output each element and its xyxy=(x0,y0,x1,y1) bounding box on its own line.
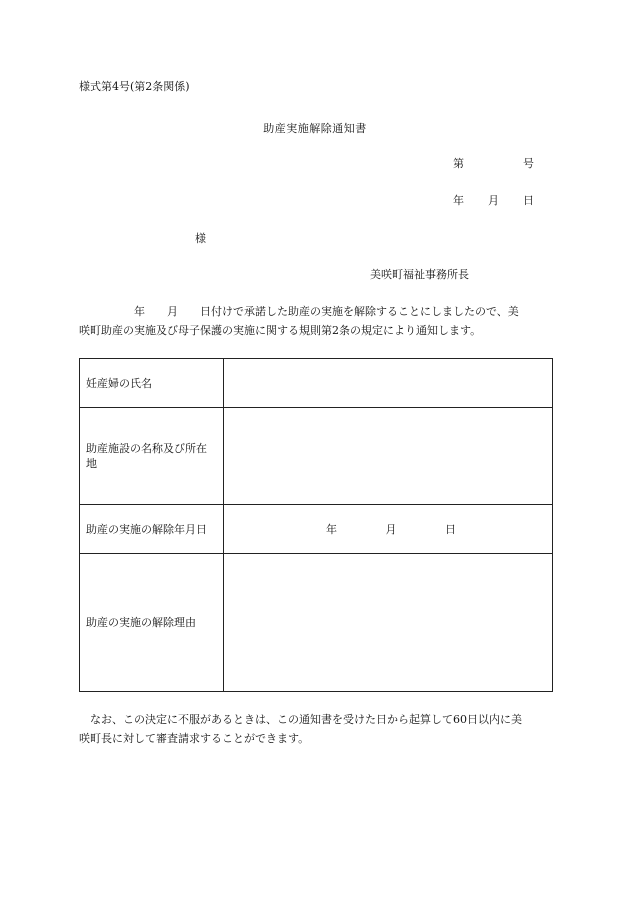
cancel-date-day: 日 xyxy=(445,522,456,536)
row-value-facility xyxy=(224,408,553,505)
row-value-cancel-date xyxy=(224,505,553,554)
form-label: 様式第4号(第2条関係) xyxy=(79,80,190,93)
footer-paragraph xyxy=(79,710,553,748)
body-paragraph xyxy=(79,302,553,340)
document-title: 助産実施解除通知書 xyxy=(263,122,367,135)
date-month-label: 月 xyxy=(488,194,499,207)
sender-name: 美咲町福祉事務所長 xyxy=(370,268,469,281)
body-line: 咲町助産の実施及び母子保護の実施に関する規則第2条の規定により通知します。 xyxy=(79,324,482,337)
cancel-date-year: 年 xyxy=(326,522,337,536)
date-year-label: 年 xyxy=(453,194,464,207)
table-row xyxy=(80,554,553,692)
row-label-name: 妊産婦の氏名 xyxy=(80,359,224,408)
row-label-reason: 助産の実施の解除理由 xyxy=(80,554,224,692)
row-label-cancel-date: 助産の実施の解除年月日 xyxy=(80,505,224,554)
number-prefix: 第 xyxy=(453,157,464,170)
footer-line: 咲町長に対して審査請求することができます。 xyxy=(79,732,310,745)
cancel-date-month: 月 xyxy=(385,522,397,536)
body-line: 年 月 日付けで承諾した助産の実施を解除することにしましたので、美 xyxy=(79,305,519,318)
row-value-reason xyxy=(224,554,553,692)
table-row xyxy=(80,408,553,505)
table-row xyxy=(80,505,553,554)
date-day-label: 日 xyxy=(523,194,534,207)
row-label-facility: 助産施設の名称及び所在地 xyxy=(80,408,224,505)
info-table xyxy=(79,358,553,692)
recipient-honorific: 様 xyxy=(195,232,206,245)
table-row xyxy=(80,359,553,408)
footer-line: なお、この決定に不服があるときは、この通知書を受けた日から起算して60日以内に美 xyxy=(79,713,522,726)
number-suffix: 号 xyxy=(523,157,534,170)
row-value-name xyxy=(224,359,553,408)
